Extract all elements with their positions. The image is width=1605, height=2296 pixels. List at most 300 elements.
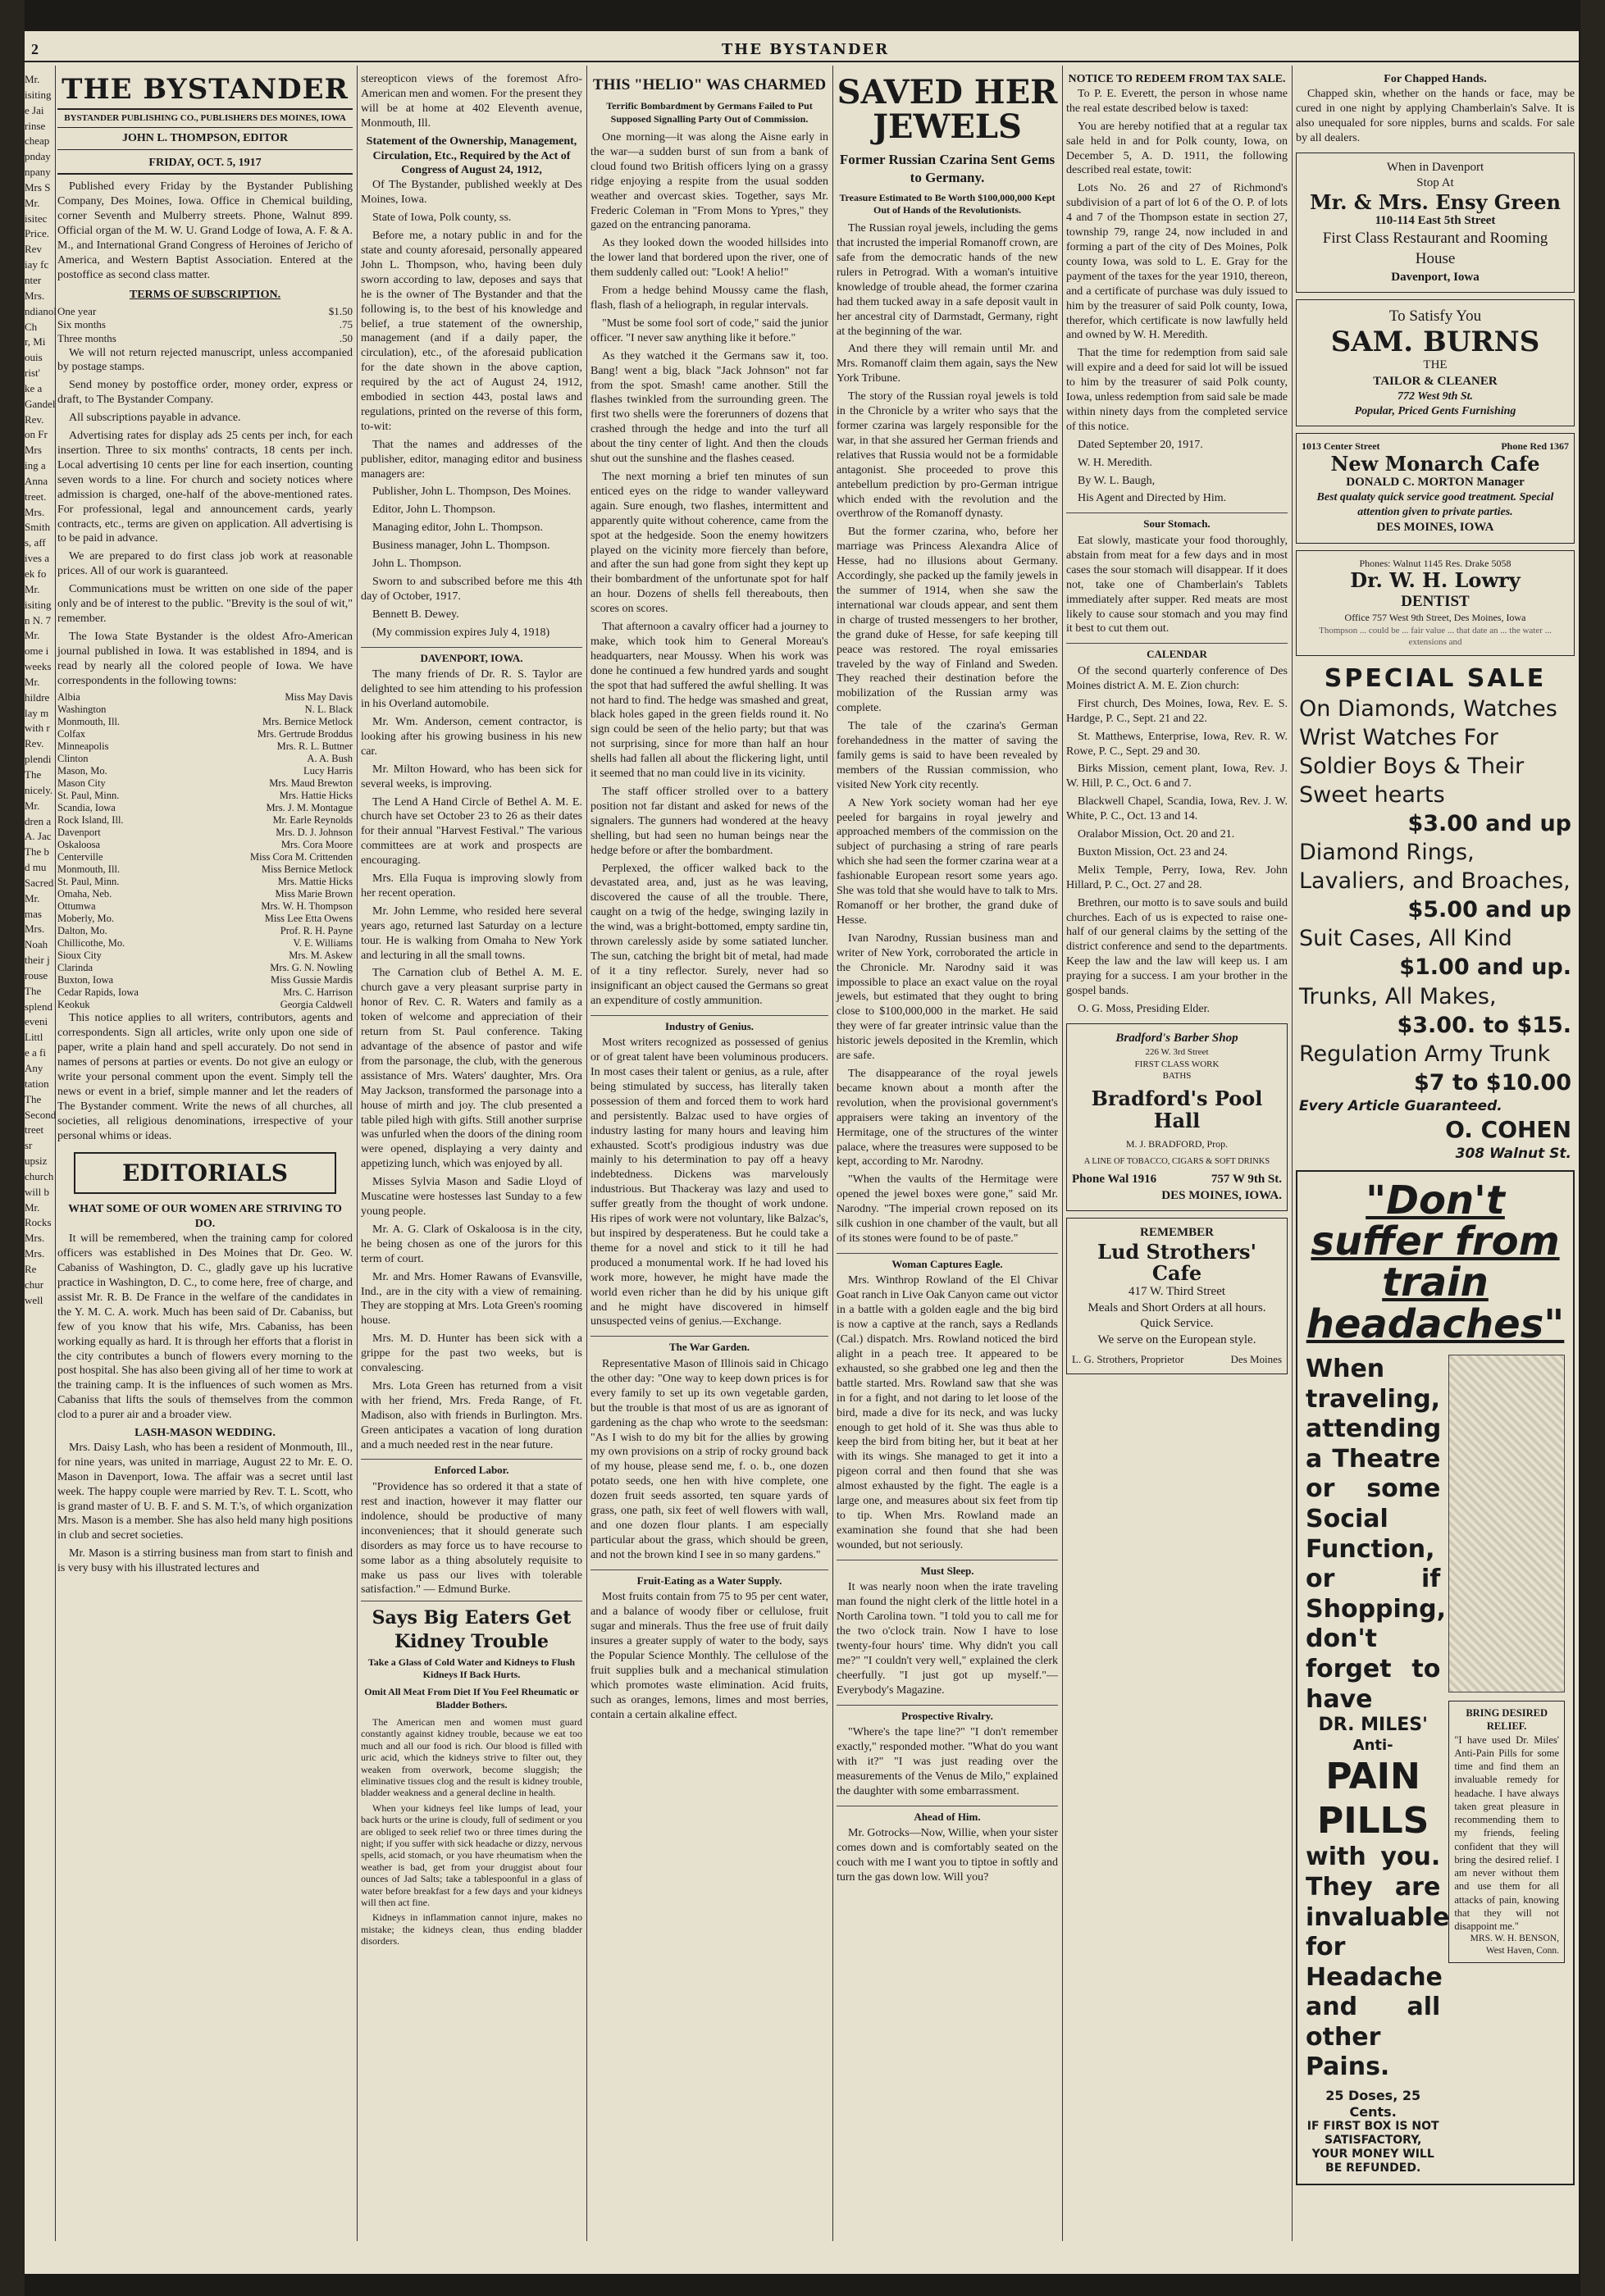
correspondent-town: Monmouth, Ill.: [57, 716, 121, 728]
correspondent-town: Dalton, Mo.: [57, 925, 107, 937]
margin-fragment: The: [25, 984, 42, 997]
editorial-body: It will be remembered, when the training camp for colored officers was established in Des Moines that Dr. Geo. W. Cabaniss of Washington, D. C., gladly gave up his lucrative practice in Washington, D. C., to come here, free of charge, and assist Mr. R. B. De France in the welfare of the candidates in the Y. M. C. A. work. Much has been said of Dr. Cabaniss, but few of you know that his wife, Mrs. Cabaniss, has been working equally as hard. It is through her efforts that a florist in the city contributes a bunch of flowers every morning to the post hospital. She has also been giving all of her time to work at the training camp. It is the influences of such women as Mrs. Cabaniss that lifts the souls of themselves from the common clod to a purer air and a broader view.: [57, 1232, 353, 1422]
margin-fragment: The b: [25, 845, 49, 859]
sale-line-3: Suit Cases, All Kind: [1299, 926, 1512, 952]
note-paragraph: All subscriptions payable in advance.: [69, 412, 241, 425]
margin-fragment: n N. 7: [25, 613, 52, 626]
margin-fragment: Price.: [25, 227, 49, 240]
eagle-heading: Woman Captures Eagle.: [837, 1253, 1058, 1272]
sale-price-4: $3.00. to $15.: [1397, 1012, 1571, 1038]
margin-fragment: chur: [25, 1278, 44, 1291]
margin-fragment: ke a: [25, 381, 43, 394]
correspondent-row: [57, 986, 353, 999]
terms-heading: TERMS OF SUBSCRIPTION.: [129, 288, 281, 301]
margin-fragment: Rev: [25, 243, 42, 256]
sour-heading: Sour Stomach.: [1066, 512, 1288, 531]
margin-fragment: Second: [25, 1108, 57, 1121]
correspondent-town: Washington: [57, 704, 107, 716]
genius-body: Most writers recognized as possessed of genius or of great talent have been voluminous producers. In most cases their talent or genius, as a rule, after being stimulated by success, has literally taken possession of them and forced them to work hard and persistently. Balzac used to have orgies of industry lasting for many hours and leaving him exhausted. Scott's prodigious industry was due mainly to his determination to pay off a heavy indebtedness. Dickens was marvelously industrious. But Thackeray was lazy and used to suffer greatly from the thought of work undone. His ripes of work were not voluntary, like Balzac's, but inspired by desperateness. But he could take a theme for a novel and stick to it till he had produced a monumental work. If he had loved his work more, however, he might have made the world even richer than he did by his unique gift and he might have discovered in himself unsuspected veins of genius.—Exchange.: [590, 1036, 828, 1328]
margin-fragment: pnday: [25, 150, 51, 163]
correspondent-row: [57, 937, 353, 950]
margin-fragment: Re: [25, 1262, 37, 1275]
lowry-title: DENTIST: [1401, 592, 1470, 610]
margin-fragment: on Fr: [25, 428, 48, 441]
calendar-entry: Birks Mission, cement plant, Iowa, Rev. J. W. Hill, P. C., Oct. 6 and 7.: [1066, 763, 1288, 790]
davenport-item: Mrs. Lota Green has returned from a visit with her friend, Mrs. Freda Range, of Ft. Madison, also with friends in Burlington. Mrs. Green anticipates a vacation of long duration and a much needed rest in the near future.: [361, 1379, 582, 1451]
correspondent-name: Miss May Davis: [285, 691, 353, 704]
lud-owner: L. G. Strothers, Proprietor: [1072, 1353, 1184, 1366]
lud-style: We serve on the European style.: [1097, 1332, 1256, 1346]
margin-fragment: isiting: [25, 88, 52, 101]
running-head: [25, 41, 1579, 58]
lud-cafe-name: Lud Strothers' Cafe: [1097, 1239, 1256, 1285]
correspondent-row: [57, 728, 353, 740]
margin-fragment: Mr.: [25, 629, 40, 642]
helio-headline: THIS "HELIO" WAS CHARMED: [592, 76, 827, 93]
rate-price: .50: [339, 331, 353, 344]
margin-fragment: Mrs.: [25, 1247, 45, 1260]
kidney-paragraph: Kidneys in inflammation cannot injure, makes no mistake; the kidneys clean, thus ending bladder disorders.: [361, 1911, 582, 1947]
sale-price-1: $3.00 and up: [1407, 810, 1571, 836]
calendar-entry: Oralabor Mission, Oct. 20 and 21.: [1078, 828, 1235, 841]
rate-price: .75: [339, 318, 353, 331]
barber-tagline: FIRST CLASS WORK: [1134, 1059, 1220, 1069]
editorials-heading: EDITORIALS: [74, 1152, 336, 1195]
margin-fragment: Mr.: [25, 799, 40, 812]
davenport-item: Mr. Milton Howard, who has been sick for several weeks, is improving.: [361, 763, 582, 790]
margin-fragment: cheap: [25, 134, 50, 148]
helio-article: [590, 130, 828, 1009]
lowry-office: Office 757 West 9th Street, Des Moines, Iowa: [1344, 612, 1526, 624]
correspondent-name: Mrs. Cora Moore: [280, 839, 353, 851]
monarch-ad: [1296, 433, 1575, 544]
testimonial-signature: MRS. W. H. BENSON, West Haven, Conn.: [1470, 1934, 1559, 1957]
correspondent-name: Georgia Caldwell: [280, 999, 353, 1011]
tax-notice-title: NOTICE TO REDEEM FROM TAX SALE.: [1068, 73, 1286, 85]
margin-fragment: Mrs.: [25, 922, 45, 936]
margin-fragment: The: [25, 768, 42, 781]
margin-fragment: will b: [25, 1185, 49, 1198]
correspondent-name: Mrs. C. Harrison: [283, 986, 353, 999]
correspondent-town: Rock Island, Ill.: [57, 814, 124, 827]
eagle-body: Mrs. Winthrop Rowland of the El Chivar Goat ranch in Live Oak Canyon came out victor in a battle with a golden eagle and the big bird is now a captive at the ranch, says a Redlands (Cal.) dispatch. Mrs. Rowland noticed the bird alight in a peach tree. It appeared to be exhausted, so she grabbed one leg and then the battle started. Mrs. Rowland saw that she was in for a fight, and not daring to let loose of the bird, made a dive for its neck, and was lucky enough to get hold of it. She was thus able to keep the bird from biting her, but it beat at her with its wings. She managed to get it into a pigeon corral and then found that she was almost exhausted by the fight. The eagle is a large one, and measures about six feet from tip to tip. When Mrs. Rowland made an examination she found that she had been wounded, but not seriously.: [837, 1274, 1058, 1551]
pool-hall-address: 757 W 9th St.: [1211, 1173, 1282, 1187]
green-city: Davenport, Iowa: [1391, 270, 1480, 284]
margin-fragment: Mr.: [25, 675, 40, 688]
margin-fragment: r, Mi: [25, 335, 46, 348]
statement-paragraph: Business manager, John L. Thompson.: [372, 540, 550, 553]
statement-paragraph: Bennett B. Dewey.: [372, 608, 459, 621]
margin-fragment: Gandel: [25, 397, 56, 410]
correspondent-town: Ottumwa: [57, 900, 96, 913]
miles-headline: "Don't suffer from train headaches": [1306, 1177, 1565, 1347]
correspondent-name: Miss Lee Etta Owens: [264, 913, 353, 925]
notice-paragraph: His Agent and Directed by Him.: [1078, 492, 1227, 505]
notice-paragraph: Dated September 20, 1917.: [1078, 438, 1203, 451]
column-4: [837, 72, 1058, 2241]
miles-doses: 25 Doses, 25 Cents.: [1325, 2088, 1421, 2120]
green-name: Mr. & Mrs. Ensy Green: [1310, 189, 1561, 214]
garden-body: Representative Mason of Illinois said in Chicago the other day: "One way to keep down prices is for every family to set up its own vegetable garden, but the trouble is that most of us are as ignorant of gardening as the chap who wrote to the seedsman: "As I wish to do my bit for the allies by growing my own provisions on a strip of rocky ground back of my house, please send me, f. o. b., one dozen potato seeds, one hen with hive complete, one dozen fruit seeds assorted, ten square yards of grass, one path, six feet of well flowers with wall, and one dozen flour plants. I am especially particular about the grass, which should be green, and not the brown kind I see in so many gardens.": [590, 1357, 828, 1561]
sale-line-4: Trunks, All Makes,: [1299, 983, 1497, 1009]
helio-paragraph: That afternoon a cavalry officer had a journey to make, which took him to General Moreau's headquarters, near Moussy. When his work was done he continued a few hundred yards and sought the spot that had suffered the awful shelling. It was not hard to find. The hedge was smashed and great, black holes gaped in the green fields round it. No sign could be seen of the helio party; but that was not surprising, since for more than half an hour shells had fallen all about the flickering light, until it seemed that no man could live in its vicinity.: [590, 621, 828, 781]
barber-shop-name: Bradford's Barber Shop: [1115, 1031, 1238, 1045]
margin-fragment: plendi: [25, 753, 52, 766]
margin-fragment: Mrs.: [25, 1232, 45, 1245]
fruit-heading: Fruit-Eating as a Water Supply.: [590, 1569, 828, 1588]
burns-furnishing: Popular, Priced Gents Furnishing: [1354, 405, 1516, 418]
sale-price-3: $1.00 and up.: [1399, 954, 1571, 981]
correspondent-row: [57, 925, 353, 937]
correspondent-town: Buxton, Iowa: [57, 974, 114, 986]
helio-paragraph: The staff officer strolled over to a battery position not far distant and asked for news of the signalers. The gunners had wondered at the heavy shelling, but had seen no human beings near the hedge before or after the bombardment.: [590, 786, 828, 857]
pool-hall-city: DES MOINES, IOWA.: [1161, 1188, 1282, 1202]
margin-fragment: ndianol: [25, 304, 57, 317]
wedding-body: Mrs. Daisy Lash, who has been a resident of Monmouth, Ill., for nine years, was united in marriage, August 22 to Mr. E. O. Mason in Davenport, Iowa. The affair was a secret until last week. The happy couple were married by Rev. T. L. Scott, who is grand master of U. B. F. and S. M. T.'s, of which organization Mrs. Mason is a member. She has also held many high positions in club and secret societies.: [57, 1441, 353, 1542]
rate-row: [57, 305, 353, 319]
sale-line-5: Regulation Army Trunk: [1299, 1041, 1551, 1067]
correspondent-row: [57, 691, 353, 704]
jewels-paragraph: And there they will remain until Mr. and Mrs. Romanoff claim them again, says the New York Tribune.: [837, 343, 1058, 385]
column-5: [1066, 72, 1288, 2241]
margin-fragment: iay fc: [25, 258, 49, 271]
barber-address: 226 W. 3rd Street: [1145, 1047, 1209, 1058]
green-restaurant: First Class Restaurant and Rooming House: [1322, 230, 1548, 268]
helio-paragraph: As they watched it the Germans saw it, too. Bang! went a big, black "Jack Johnson" not far from the spot. Smash! came another. Still the flashes twinkled from the surrounding green. The first two shells were the forerunners of dozens that crashed through the hedge and into the turf all about the tiny center of light. And then the clouds shut out the sunshine and the flashes ceased.: [590, 349, 828, 466]
kidney-paragraph: The American men and women must guard constantly against kidney trouble, because we eat too much and all our food is rich. Our blood is filled with uric acid, which the kidneys strive to filter out, they weaken from overwork, become sluggish; the eliminative tissues clog and the result is kidney trouble, bladder weakness and a general decline in health.: [361, 1716, 582, 1799]
correspondent-town: Cedar Rapids, Iowa: [57, 986, 139, 999]
kidney-paragraph: When your kidneys feel like lumps of lead, your back hurts or the urine is cloudy, full of sediment or you are obliged to seek relief two or three times during the night; if you suffer with sick headache or dizzy, nervous spells, acid stomach, or you have rheumatism when the weather is bad, get from your druggist about four ounces of Jad Salts; take a tablespoonful in a glass of water before breakfast for a few days and your kidneys will then act fine.: [361, 1802, 582, 1908]
burns-the: THE: [1423, 358, 1448, 372]
running-masthead: THE BYSTANDER: [721, 41, 890, 58]
margin-fragment: weeks: [25, 660, 52, 673]
nameplate: THE BYSTANDER: [57, 72, 353, 110]
margin-fragment: nter: [25, 273, 42, 286]
correspondent-name: Mr. Earle Reynolds: [272, 814, 353, 827]
lowry-name: Dr. W. H. Lowry: [1350, 568, 1521, 593]
editor-line: JOHN L. THOMPSON, EDITOR: [57, 127, 353, 150]
margin-fragment: tation: [25, 1077, 49, 1090]
margin-fragment: Rocks: [25, 1216, 52, 1229]
calendar-entry: Blackwell Chapel, Scandia, Iowa, Rev. J. W. White, P. C., Oct. 13 and 14.: [1066, 795, 1288, 823]
ahead-heading: Ahead of Him.: [837, 1806, 1058, 1824]
margin-fragment: lay m: [25, 706, 49, 719]
statement-paragraph: Managing editor, John L. Thompson.: [372, 522, 543, 535]
pool-hall-name: Bradford's Pool Hall: [1091, 1086, 1263, 1132]
margin-fragment: ing a: [25, 459, 46, 472]
column-rule: [832, 66, 833, 2241]
margin-fragment: Mr.: [25, 73, 40, 85]
margin-fragment: their j: [25, 954, 50, 967]
davenport-news: [361, 667, 582, 1452]
newspaper-page: [25, 31, 1579, 2274]
miles-brand: DR. MILES': [1318, 1715, 1428, 1736]
margin-fragment: Mrs S: [25, 180, 51, 194]
margin-fragment: isitec: [25, 212, 48, 225]
margin-fragment: d mu: [25, 861, 47, 874]
notice-paragraph: By W. L. Baugh,: [1078, 474, 1156, 487]
correspondent-row: [57, 913, 353, 925]
correspondent-name: Miss Marie Brown: [275, 888, 353, 900]
correspondent-name: Mrs. R. L. Buttner: [276, 740, 353, 753]
publication-notes: [57, 346, 353, 689]
jewels-paragraph: The disappearance of the royal jewels became known about a month after the revolution, when the provisional government's appraisers were taking an inventory of the Hermitage, one of the structures of the winter palace, where the treasures were supposed to be kept, according to Mr. Narodny.: [837, 1067, 1058, 1168]
garden-heading: The War Garden.: [590, 1336, 828, 1355]
cropped-margin-column: [25, 72, 57, 2241]
helio-subhead: Terrific Bombardment by Germans Failed to Put Supposed Signalling Party Out of Commission.: [606, 100, 813, 125]
chapped-body: Chapped skin, whether on the hands or face, may be cured in one night by applying Chamberlain's Salve. It is also unequaled for sore nipples, burns and scalds. For sale by all dealers.: [1296, 87, 1575, 144]
margin-fragment: ome i: [25, 645, 49, 658]
ahead-body: Mr. Gotrocks—Now, Willie, when your sister comes down and is comfortably seated on the couch with me I want you to tiptoe in softly and turn the gas down low. Will you?: [837, 1827, 1058, 1884]
correspondent-name: Miss Bernice Metlock: [261, 863, 353, 876]
correspondent-row: [57, 753, 353, 765]
statement-paragraph: Before me, a notary public in and for the state and county aforesaid, personally appeared John L. Thompson, who, having been duly sworn according to law, deposes and says that he is the owner of The Bystander and that the following is, to the best of his knowledge and belief, a true statement of the ownership, management (and if a daily paper, the circulation), etc., of the aforesaid publication for the date shown in the above caption, required by the act of August 24, 1912, embodied in section 443, postal laws and regulations, printed on the reverse of this form, to-wit:: [361, 230, 582, 433]
rate-term: Three months: [57, 331, 116, 344]
margin-fragment: Any: [25, 1062, 43, 1074]
publisher-line: BYSTANDER PUBLISHING CO., PUBLISHERS DES MOINES, IOWA: [64, 112, 346, 123]
davenport-item: Mr. A. G. Clark of Oskaloosa is in the city, he being chosen as one of the jurors for this term of court.: [361, 1223, 582, 1265]
margin-fragment: Mr.: [25, 891, 40, 904]
jewels-subhead-2: Treasure Estimated to Be Worth $100,000,000 Kept Out of Hands of the Revolutionists.: [839, 191, 1056, 216]
barber-baths: BATHS: [1162, 1071, 1192, 1081]
column-3: [590, 72, 828, 2241]
editorial-title: WHAT SOME OF OUR WOMEN ARE STRIVING TO DO.: [68, 1203, 342, 1231]
helio-paragraph: From a hedge behind Moussy came the flash, flash, flash of a heliograph, in regular intervals.: [590, 285, 828, 312]
correspondent-row: [57, 900, 353, 913]
tax-notice: [1066, 87, 1288, 506]
correspondent-name: Mrs. D. J. Johnson: [276, 827, 353, 839]
margin-fragment: Sacred: [25, 876, 54, 889]
miles-pills: PAIN PILLS: [1316, 1755, 1429, 1842]
subscription-rates: [57, 305, 353, 346]
margin-fragment: Mrs.: [25, 289, 45, 302]
correspondent-name: Mrs. Maud Brewton: [269, 777, 353, 790]
correspondent-town: Moberly, Mo.: [57, 913, 114, 925]
writers-notice: This notice applies to all writers, contributors, agents and correspondents. Sign all articles, write only upon one side of paper, write a plain hand and spell accurately. Do not send in names of persons at parties or events. Do not give an eulogy or write your personal comment upon the event. Simply tell the news or event in a brief, simple manner and let the readers of The Bystander comment. Write the news of all churches, all societies, all religious denominations, irrespective of your personal whims or ideas.: [57, 1012, 353, 1142]
burns-name: SAM. BURNS: [1330, 325, 1540, 358]
sale-merchant: O. COHEN: [1445, 1116, 1571, 1144]
wedding-title: LASH-MASON WEDDING.: [135, 1427, 276, 1440]
correspondent-name: N. L. Black: [304, 704, 353, 716]
margin-fragment: ouis: [25, 351, 43, 364]
note-paragraph: The Iowa State Bystander is the oldest Afro-American journal published in Iowa. It was established in 1894, and is read by nearly all the colored people of Iowa. We have correspondents in the following towns:: [57, 630, 353, 687]
column-rule: [1062, 66, 1063, 2241]
sale-line-1: On Diamonds, Watches Wrist Watches For Soldier Boys & Their Sweet hearts: [1299, 695, 1557, 808]
lowry-fragment: Thompson ... could be ... fair value ... that date an ... the water ... extensions and: [1319, 626, 1552, 648]
correspondent-town: Davenport: [57, 827, 101, 839]
correspondent-name: Lucy Harris: [303, 765, 353, 777]
jewels-paragraph: The story of the Russian royal jewels is told in the Chronicle by a writer who says that the former czarina was largely responsible for the war, in that she assured her German friends and relatives that Russia would not be a formidable antagonist. She proceeded to prove this antebellum prediction by pro-German intrigue which ended with the revolution and the overthrow of the Romanoff dynasty.: [837, 390, 1058, 521]
correspondents-list: [57, 691, 353, 1011]
correspondent-row: [57, 704, 353, 716]
margin-fragment: s, aff: [25, 536, 46, 549]
sale-address: 308 Walnut St.: [1455, 1146, 1571, 1163]
kidney-subhead: Take a Glass of Cold Water and Kidneys to Flush Kidneys If Back Hurts.: [367, 1656, 576, 1681]
helio-paragraph: Perplexed, the officer walked back to the devastated area, and, just as he was leaving, discovered the cause of all the trouble. There, caught on a twig of the hedge, swinging lazily in the wind, was a bright-bottomed, empty sardine tin, thrown carelessly aside by some satiated luncher. The sun, catching the bright bit of metal, had made of it a tiny reflector. Surely, never had so insignificant an object caused the Germans so great an expenditure of costly ammunition.: [590, 862, 828, 1007]
correspondent-town: Clarinda: [57, 962, 93, 974]
jewels-article: [837, 221, 1058, 1246]
rate-term: Six months: [57, 318, 106, 331]
margin-fragment: rinse: [25, 119, 46, 132]
notice-paragraph: Lots No. 26 and 27 of Richmond's subdivision of a part of lot 6 of the O. P. of lots 4 and 7 of the Thompson estate in section 27, township 79, range 24, now included in and forming a part of the city of Des Moines, Polk county Iowa, was sold to L. E. Gray for the payment of the taxes for the year 1910, thereon, and a certificate of purchase was duly issued to him by the treasurer of said Polk county, Iowa, therefor, which certificate is now lawfully held and owned by W. H. Meredith.: [1066, 182, 1288, 342]
women-illustration: [1448, 1355, 1565, 1692]
correspondent-row: [57, 740, 353, 753]
correspondent-town: Oskaloosa: [57, 839, 101, 851]
kidney-headline: Says Big Eaters Get Kidney Trouble: [361, 1601, 582, 1652]
bradford-ad: [1066, 1023, 1288, 1211]
top-rule: [25, 61, 1579, 62]
correspondent-name: Mrs. Gertrude Broddus: [257, 728, 353, 740]
lud-remember: REMEMBER: [1140, 1226, 1214, 1239]
pool-hall-proprietor: M. J. BRADFORD, Prop.: [1125, 1138, 1229, 1150]
correspondent-row: [57, 962, 353, 974]
calendar-entry: St. Matthews, Enterprise, Iowa, Rev. R. W. Rowe, P. C., Sept. 29 and 30.: [1066, 730, 1288, 758]
notice-paragraph: To P. E. Everett, the person in whose name the real estate described below is taxed:: [1066, 87, 1288, 115]
correspondent-row: [57, 876, 353, 888]
kidney-article: [361, 1716, 582, 1947]
column-2: [361, 72, 582, 2241]
lud-address: 417 W. Third Street: [1128, 1285, 1226, 1299]
statement-paragraph: That the names and addresses of the publisher, editor, managing editor and business managers are:: [361, 438, 582, 481]
statement-paragraph: (My commission expires July 4, 1918): [372, 626, 550, 639]
margin-fragment: nicely.: [25, 783, 53, 796]
margin-fragment: splend: [25, 1000, 52, 1013]
margin-fragment: isiting: [25, 598, 52, 611]
testimonial-title: BRING DESIRED RELIEF.: [1466, 1707, 1548, 1733]
correspondent-name: Mrs. Hattie Hicks: [279, 790, 353, 802]
margin-fragment: Mr.: [25, 1200, 40, 1214]
lowry-phones: Phones: Walnut 1145 Res. Drake 5058: [1359, 557, 1512, 569]
labor-body: "Providence has so ordered it that a state of rest and inaction, however it may flatter our indolence, should be productive of many inconveniences; that it should generate such disorders as may force us to have recourse to some labor as a thing absolutely requisite to make us pass our lives with tolerable satisfaction." — Edmund Burke.: [361, 1481, 582, 1597]
margin-fragment: Mrs.: [25, 505, 45, 518]
correspondent-row: [57, 777, 353, 790]
correspondent-town: Mason, Mo.: [57, 765, 107, 777]
margin-fragment: hildre: [25, 690, 50, 704]
sale-line-2: Diamond Rings, Lavaliers, and Broaches,: [1299, 840, 1571, 895]
margin-fragment: eveni: [25, 1015, 48, 1028]
scan-edge-right: [1580, 0, 1605, 2296]
davenport-item: The many friends of Dr. R. S. Taylor are delighted to see him attending to his profession in his Overland automobile.: [361, 668, 582, 711]
genius-heading: Industry of Genius.: [590, 1015, 828, 1034]
correspondent-town: Keokuk: [57, 999, 90, 1011]
green-line-2: Stop At: [1416, 176, 1454, 190]
jewels-paragraph: The tale of the czarina's German forehandedness in the matter of saving the family gems is said to have been revealed by members of the Russian commission, who visited New York city recently.: [837, 720, 1058, 791]
sale-heading: SPECIAL SALE: [1324, 663, 1547, 693]
jewels-headline: SAVED HER JEWELS: [837, 73, 1058, 146]
correspondent-row: [57, 814, 353, 827]
correspondent-town: Colfax: [57, 728, 86, 740]
margin-fragment: ives a: [25, 552, 49, 565]
burns-line-1: To Satisfy You: [1388, 308, 1482, 326]
monarch-slogan: Best qualaty quick service good treatment. Special attention given to private parties.: [1316, 491, 1554, 519]
helio-paragraph: As they looked down the wooded hillsides into the lower land that bordered upon the river, one of them suddenly called out: "Look! A helio!": [590, 237, 828, 280]
margin-fragment: Smith: [25, 521, 51, 534]
sale-price-5: $7 to $10.00: [1413, 1069, 1571, 1096]
correspondent-name: Mrs. J. M. Montague: [266, 802, 353, 814]
margin-fragment: Anna: [25, 474, 48, 487]
jewels-paragraph: "When the vaults of the Hermitage were opened the jewel boxes were gone," said Mr. Narodny. "The imperial crown reposed on its silk cushion in one chamber of the vault, but all of its stones were found to be of paste.": [837, 1173, 1058, 1245]
calendar-heading: CALENDAR: [1066, 643, 1288, 662]
correspondent-town: Centerville: [57, 851, 103, 863]
masthead-column: [57, 72, 353, 2241]
sleep-heading: Must Sleep.: [837, 1560, 1058, 1578]
miles-body-2: with you. They are invaluable for Headache and all other Pains.: [1306, 1843, 1450, 2082]
correspondent-row: [57, 802, 353, 814]
statement-paragraph: Sworn to and subscribed before me this 4th day of October, 1917.: [361, 576, 582, 603]
miles-body: When traveling, attending a Theatre or some Social Function, or if Shopping, don't forget to have: [1306, 1355, 1447, 1714]
davenport-item: The Lend A Hand Circle of Bethel A. M. E. church have set October 23 to 26 as their dates for their annual "Harvest Festival." The various committees are at work and prospects are encouraging.: [361, 795, 582, 868]
burns-address: 772 West 9th St.: [1397, 390, 1474, 403]
correspondent-town: St. Paul, Minn.: [57, 876, 120, 888]
correspondent-town: Monmouth, Ill.: [57, 863, 121, 876]
statement-paragraph: John L. Thompson.: [372, 558, 462, 571]
lowry-ad: [1296, 550, 1575, 656]
lud-strothers-ad: [1066, 1218, 1288, 1374]
davenport-item: The Carnation club of Bethel A. M. E. church gave a very pleasant surprise party in honor of Rev. C. R. Waters and family as a token of welcome and appreciation of their return from St. Paul conference. Taking advantage of the absence of pastor and wife from the parsonage, the club, with the generous assistance of Mrs. Waters' daughter, Mrs. Ora May Jackson, transformed the parsonage into a house of mirth and joy. The club presented a table piled high with gifts. Still another surprise was unfurled when the doors of the dining room were opened, displaying a very dainty and appetizing lunch, which was enjoyed by all.: [361, 967, 582, 1171]
correspondent-name: Miss Gussie Mardis: [270, 974, 353, 986]
margin-fragment: mas: [25, 907, 42, 920]
margin-fragment: The: [25, 1092, 42, 1105]
correspondent-name: Mrs. Mattie Hicks: [277, 876, 353, 888]
rate-row: [57, 318, 353, 332]
correspondent-name: Mrs. W. H. Thompson: [261, 900, 353, 913]
margin-fragment: upsiz: [25, 1155, 48, 1168]
jewels-paragraph: A New York society woman had her eye peeled for bargains in royal jewelry and approached members of the commission on the subject of purchasing a string of rare pearls which she had seen the former czarina wear at a fashionable European resort some years ago. She was told that she would have to talk to Mrs. Romanoff or her brother, the grand duke of Hesse.: [837, 796, 1058, 927]
calendar-entry: Brethren, our motto is to save souls and build churches. Each of us is expected to raise one-half of our general claims by the setting of the district conference and send to the departments. Keep the law and the law will keep us. I am praying for a success. I am your brother in the gospel bands.: [1066, 896, 1288, 998]
correspondent-town: St. Paul, Minn.: [57, 790, 120, 802]
calendar: [1066, 664, 1288, 1017]
sale-price-2: $5.00 and up: [1407, 897, 1571, 923]
pool-hall-phone: Phone Wal 1916: [1072, 1173, 1157, 1187]
margin-fragment: dren a: [25, 814, 52, 827]
margin-fragment: Ch: [25, 320, 38, 333]
margin-fragment: e a fi: [25, 1046, 46, 1059]
column-rule: [586, 66, 587, 2241]
note-paragraph: Send money by postoffice order, money order, express or draft, to The Bystander Company.: [57, 379, 353, 407]
margin-fragment: npany: [25, 166, 51, 179]
margin-fragment: treet.: [25, 490, 47, 503]
margin-fragment: Littl: [25, 1031, 43, 1044]
monarch-manager: DONALD C. MORTON Manager: [1346, 475, 1525, 489]
statement-paragraph: Editor, John L. Thompson.: [372, 503, 496, 517]
correspondent-row: [57, 974, 353, 986]
margin-fragment: ek fo: [25, 567, 47, 580]
jewels-subhead: Former Russian Czarina Sent Gems to Germany.: [839, 152, 1056, 185]
monarch-name: New Monarch Cafe: [1330, 451, 1540, 476]
correspondent-name: A. A. Bush: [307, 753, 353, 765]
correspondent-name: Mrs. G. N. Nowling: [270, 962, 353, 974]
correspondent-name: V. E. Williams: [293, 937, 353, 950]
rate-price: $1.50: [328, 304, 353, 317]
lud-city: Des Moines: [1230, 1353, 1282, 1366]
column-rule: [1292, 66, 1293, 2241]
miles-refund: IF FIRST BOX IS NOT SATISFACTORY, YOUR MONEY WILL BE REFUNDED.: [1306, 2120, 1439, 2175]
helio-paragraph: One morning—it was along the Aisne early in the war—a sudden burst of sun from a bank of cloud found two British officers lying on a grassy ridge enjoying a respite from the usual sodden weather and overcast skies. Together, says Mr. Frederic Coleman in "From Mons to Ypres," they gazed on the entrancing panorama.: [590, 131, 828, 232]
margin-fragment: treet: [25, 1123, 44, 1137]
green-line-1: When in Davenport: [1386, 160, 1484, 174]
margin-fragment: sr: [25, 1139, 33, 1152]
margin-fragment: with r: [25, 722, 50, 735]
margin-fragment: Mr.: [25, 196, 40, 209]
margin-fragment: Mrs: [25, 444, 42, 457]
column-rule: [357, 66, 358, 2241]
margin-fragment: Rev.: [25, 737, 44, 750]
pool-hall-line: A LINE OF TOBACCO, CIGARS & SOFT DRINKS: [1083, 1156, 1270, 1166]
green-ad: [1296, 153, 1575, 294]
wedding-body-2: Mr. Mason is a stirring business man from start to finish and is very busy with his illustrated lectures and: [57, 1547, 353, 1575]
issue-date: FRIDAY, OCT. 5, 1917: [57, 153, 353, 175]
column-6: [1296, 72, 1575, 2241]
